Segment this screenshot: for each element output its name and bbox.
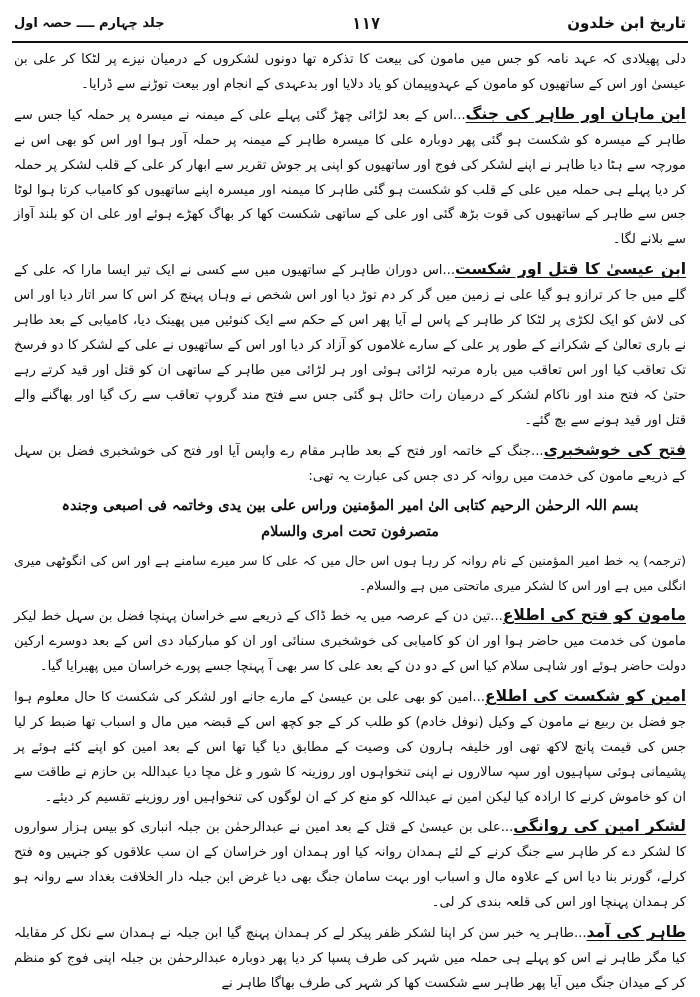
header-divider [12,41,688,43]
paragraph-amin-informed [14,684,686,811]
section-heading: فتح کی خوشخبری [543,440,686,459]
paragraph-text: دلی پھیلادی کہ عہد نامہ کو جس میں مامون کی بیعت کا تذکرہ تھا دونوں لشکروں کے درمیان نیزے پر لٹکا کر علی بن عیسیٰ اور اس کے ساتھیوں کو مامون کے عہدوپیمان کو یاد دلایا اور بدعہدی کے انجام اور بیعت توڑنے سے ڈرایا۔ [14,52,686,92]
section-heading: طاہر کی آمد [586,923,686,942]
arabic-letter-line: متصرفون تحت امری والسلام [261,523,439,541]
paragraph-text: ...طاہر یہ خبر سن کر اپنا لشکر ظفر پیکر لے کر ہمدان پہنچ گیا ابن جبلہ نے ہمدان سے نکل کر مقابلہ کیا مگر طاہر نے اس کو پہلے ہی حملہ میں شہر کی طرف پسپا کر دیا پھر دوبارہ عبدالرحمٰن بن جبلہ اپنی فوج کو منظم کر کے میدان جنگ میں آیا پھر طاہر سے شکست کھا کر شہر کی طرف بھاگا طاہر نے [14,926,686,991]
paragraph-text: ...جنگ کے خاتمہ اور فتح کے بعد طاہر مقام رے واپس آیا اور فتح کی خوشخبری فضل بن سہل کے ذریعے مامون کی خدمت میں روانہ کر دی جس کی عبارت یہ تھی: [14,443,686,484]
paragraph-tahir-arrival [14,920,686,997]
page-body [14,48,687,991]
volume-label: جلد چہارم ــــ حصہ اول [14,15,165,31]
paragraph-text: ...اس کے بعد لڑائی چھڑ گئی پہلے علی کے میمنہ نے میسرہ پر حملہ کیا جس سے طاہر کے میسرہ کو شکست ہو گئی پھر دوبارہ علی کا میسرہ طاہر کے میمنہ پر حملہ آور ہوا اور اس کو بھی اس نے مورچہ سے ہٹا دیا طاہر نے اپنے لشکر کی فوج اور ساتھیوں کو اپنی پر جوش تقریر سے ابھار کر علی کے قلب لشکر پر حملہ کر دیا پہلے ہی حملہ میں علی کے قلب کو شکست ہو گئی طاہر کا میمنہ اور میسرہ اپنے ساتھیوں کو کامیاب کرتا ہوا لوٹا جس سے طاہر کے ساتھیوں کی قوت بڑھ گئی اور علی کے ساتھی شکست کھا کر بھاگ کھڑے ہوئے اور علی ان کو بلند آواز سے بلانے لگا۔ [14,107,686,248]
section-heading: مامون کو فتح کی اطلاع [502,606,687,625]
section-heading: لشکر امین کی روانگی [513,817,686,836]
paragraph-text: ...اس دوران طاہر کے ساتھیوں میں سے کسی نے ایک تیر ایسا مارا کہ علی کے گلے میں جا کر ترازو ہو گیا علی نے زمین میں گر کر دم توڑ دیا اور اس شخص نے وہاں پہنچ کر اس کا سر اتار دیا اور اس کی لاش کو ایک لکڑی پر لٹکا کر طاہر کے پاس لے آیا پھر اس کے حکم سے ایک کنوئیں میں پھینک دیا، کامیابی کے بعد طاہر نے باری تعالیٰ کے شکرانے کے طور پر علی کے سارے غلاموں کو آزاد کر دیا اور اس کے ساتھیوں نے علی کے لشکر کا دو فرسخ تک تعاقب کیا اور اس تعاقب میں بارہ مرتبہ لڑائی ہوئی اور ہر لڑائی میں طاہر کے ساتھی ان کو قتل اور قید کرتے رہے حتیٰ کہ فتح مند اور ناکام لشکر کے درمیان رات حائل ہو گئی جس سے فتح مند گروپ تعاقب سے رک گیا اور بھاگنے والے قتل اور قید ہونے سے بچ گئے۔ [14,263,686,428]
arabic-letter-line: بسم اللہ الرحمٰن الرحیم کتابی الیٰ امیر المؤمنین وراس علی بین یدی وخاتمہ فی اصبعی وجندہ [61,497,639,515]
paragraph-mamun-informed [14,603,686,680]
section-heading: ابن عیسیٰ کا قتل اور شکست [455,260,687,279]
paragraph-text: ...علی بن عیسیٰ کے قتل کے بعد امین نے عبدالرحمٰن بن جبلہ انباری کو بیس ہزار سواروں کا لشکر دے کر طاہر سے جنگ کرنے کے لئے ہمدان روانہ کیا اور ہمدان اور خراسان کے ان سب علاقوں کو جنہیں وہ فتح کرلے، گورنر بنا دیا اس کے علاوہ مال و اسباب اور بہت سامان جنگ بھی دیا غرض ابن جبلہ دار الخلافت بغداد سے روانہ ہو کر ہمدان پہنچا اور اس کی قلعہ بندی کر لی۔ [14,820,686,911]
paragraph-text: ...تین دن کے عرصہ میں یہ خط ڈاک کے ذریعے سے خراسان پہنچا فضل بن سہل خط لیکر مامون کی خدمت میں حاضر ہوا اور ان کو کامیابی کی خوشخبری سنائی اور ان کو مبارکباد دی اس کے بعد دوسرے ارکین دولت حاضر ہوئے اور شاہی سلام کیا اس کے دو دن کے بعد علی کا سر بھی آ پہنچا جسے پورے خراسان میں پھیرایا گیا۔ [14,609,686,675]
section-heading: امین کو شکست کی اطلاع [485,686,687,705]
paragraph-text: ...امین کو بھی علی بن عیسیٰ کے مارے جانے اور لشکر کی شکست کا حال معلوم ہوا جو فضل بن ربیع نے مامون کے وکیل (نوفل خادم) کو طلب کر کے جو کچھ اس کے قبضہ میں مال و اسباب تھا ضبط کر لیا جس کی قیمت پانچ لاکھ تھی اور خلیفہ ہارون کی وصیت کے مطابق دیا گیا تھا اس کے بعد امین کو اپنے کئے ہوئے پر پشیمانی ہوئی سپاہیوں اور سپہ سالاروں نے اپنی تنخواہوں اور روزینہ کا شور و غل مچا دیا عبداللہ بن حازم نے طاقت سے ان کو خاموش کرنے کا ارادہ کیا لیکن امین نے عبداللہ کو منع کر کے ان لوگوں کی تنخواہیں اور روزینے تقسیم کر دیئے۔ [14,689,686,805]
paragraph-good-news [14,438,686,490]
paragraph-army-departure [14,814,686,916]
arabic-letter [14,493,686,545]
paragraph-intro [14,48,686,98]
page-number: ۱۱۷ [351,13,381,33]
paragraph-battle [14,102,686,253]
running-header [14,8,686,38]
section-heading: ابن ماہان اور طاہر کی جنگ [465,104,686,123]
book-title: تاریخ ابن خلدون [567,14,686,32]
paragraph-death [14,257,686,433]
letter-translation: (ترجمہ) یہ خط امیر المؤمنین کے نام روانہ کر رہا ہوں اس حال میں کہ علی کا سر میرے سامنے ہے اور اس کی انگوٹھی میری انگلی میں ہے اور اس کا لشکر میری ماتحتی میں ہے والسلام۔ [14,553,686,594]
